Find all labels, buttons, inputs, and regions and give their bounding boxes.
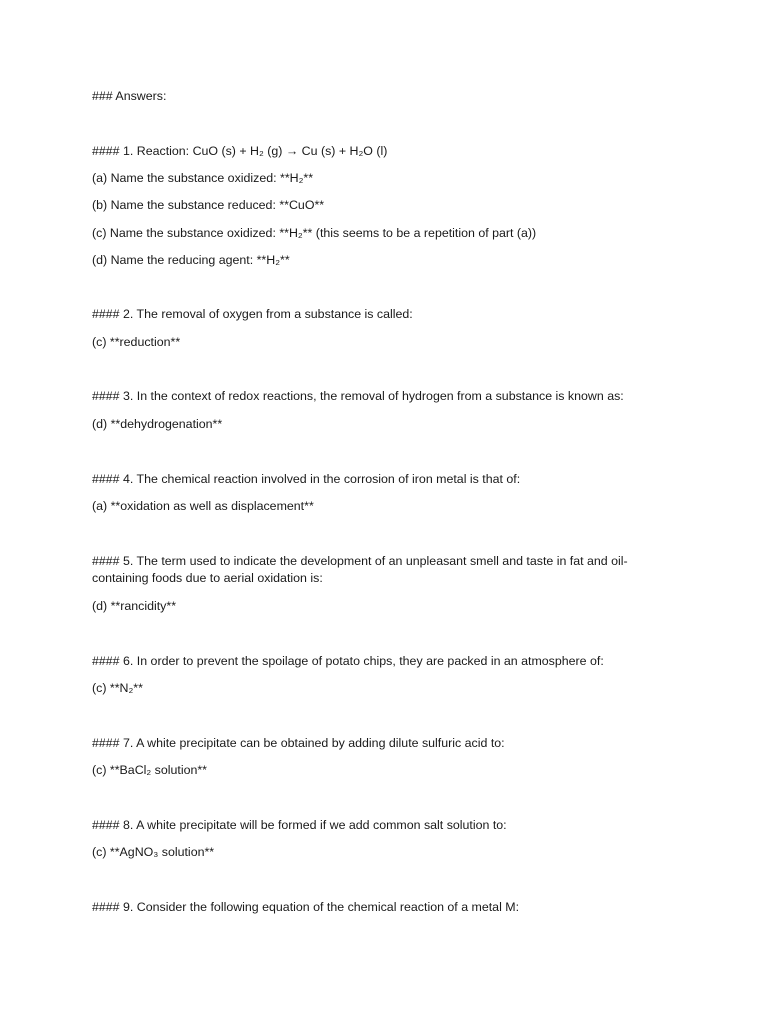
- question-1-title: #### 1. Reaction: CuO (s) + H₂ (g) → Cu (s) + H₂O (l): [92, 144, 388, 158]
- question-6-title: #### 6. In order to prevent the spoilage of potato chips, they are packed in an atmosphere of:: [92, 654, 604, 668]
- question-3-answer: (d) **dehydrogenation**: [92, 417, 223, 431]
- question-5-title: #### 5. The term used to indicate the development of an unpleasant smell and taste in fat and oil-containing foods due to aerial oxidation is:: [92, 554, 628, 585]
- question-7-answer: (c) **BaCl₂ solution**: [92, 763, 207, 777]
- question-9-title: #### 9. Consider the following equation of the chemical reaction of a metal M:: [92, 900, 520, 914]
- question-8-title: #### 8. A white precipitate will be formed if we add common salt solution to:: [92, 818, 507, 832]
- question-1-part-a: (a) Name the substance oxidized: **H₂**: [92, 171, 314, 185]
- question-3-title: #### 3. In the context of redox reactions, the removal of hydrogen from a substance is known as:: [92, 389, 624, 403]
- question-2-title: #### 2. The removal of oxygen from a substance is called:: [92, 307, 413, 321]
- question-2-answer: (c) **reduction**: [92, 335, 181, 349]
- question-1-part-d: (d) Name the reducing agent: **H₂**: [92, 253, 290, 267]
- question-4-title: #### 4. The chemical reaction involved in the corrosion of iron metal is that of:: [92, 472, 521, 486]
- question-5-answer: (d) **rancidity**: [92, 599, 177, 613]
- answers-heading: ### Answers:: [92, 89, 167, 103]
- question-4-answer: (a) **oxidation as well as displacement**: [92, 499, 314, 513]
- question-6-answer: (c) **N₂**: [92, 681, 143, 695]
- question-1-part-c: (c) Name the substance oxidized: **H₂** (this seems to be a repetition of part (a)): [92, 226, 537, 240]
- question-8-answer: (c) **AgNO₃ solution**: [92, 845, 215, 859]
- question-7-title: #### 7. A white precipitate can be obtained by adding dilute sulfuric acid to:: [92, 736, 505, 750]
- question-1-part-b: (b) Name the substance reduced: **CuO**: [92, 198, 325, 212]
